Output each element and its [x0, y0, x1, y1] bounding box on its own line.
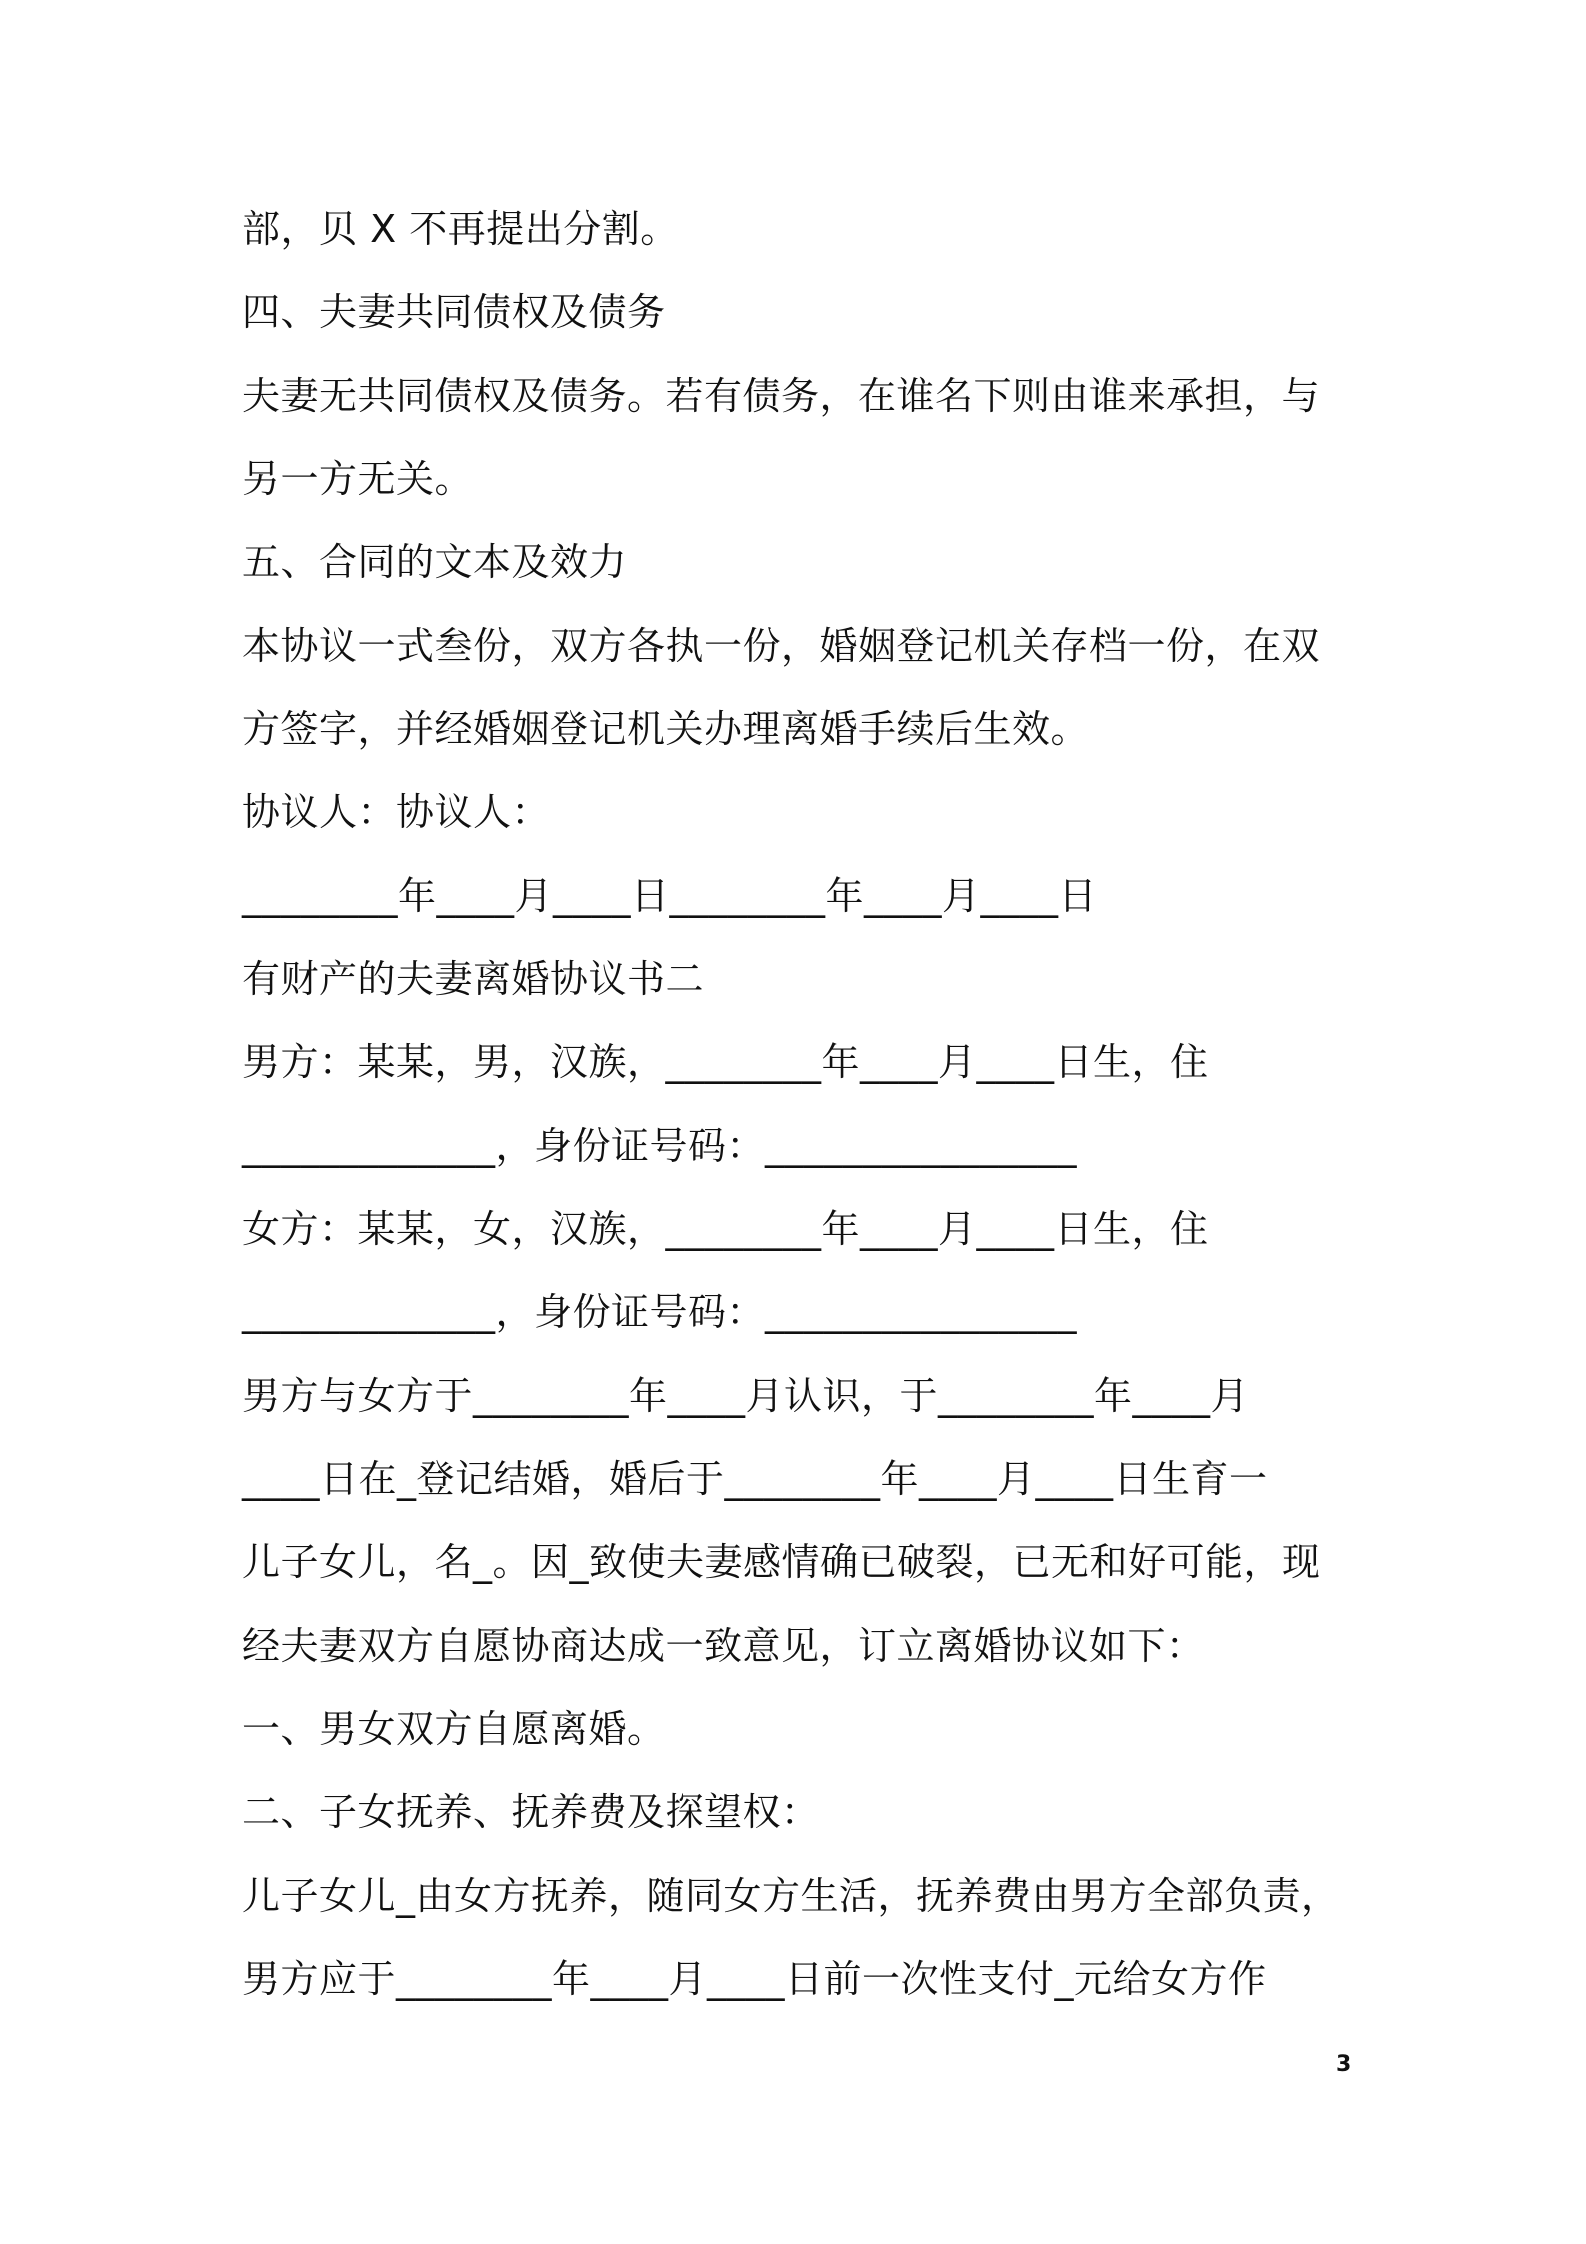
text-line: 方签字，并经婚姻登记机关办理离婚手续后生效。	[242, 707, 1090, 751]
text-line: _____________，身份证号码：________________	[242, 1124, 1078, 1168]
text-line: 另一方无关。	[242, 457, 474, 501]
text-line: 夫妻无共同债权及债务。若有债务，在谁名下则由谁来承担，与	[242, 374, 1321, 418]
signatories-line: 协议人：协议人：	[242, 790, 551, 834]
text-line: 本协议一式叁份，双方各执一份，婚姻登记机关存档一份，在双	[242, 624, 1321, 668]
text-line: _____________，身份证号码：________________	[242, 1290, 1078, 1334]
text-line: 男方与女方于________年____月认识，于________年____月	[242, 1374, 1250, 1418]
text-line: 经夫妻双方自愿协商达成一致意见，订立离婚协议如下：	[242, 1624, 1205, 1668]
text-line: 男方应于________年____月____日前一次性支付_元给女方作	[242, 1957, 1267, 2001]
page-number: 3	[1336, 2052, 1352, 2077]
text-line: 女方：某某，女，汉族，________年____月____日生，住	[242, 1207, 1209, 1251]
text-line: 儿子女儿，名_。因_致使夫妻感情确已破裂，已无和好可能，现	[242, 1540, 1321, 1584]
text-line: 男方：某某，男，汉族，________年____月____日生，住	[242, 1040, 1209, 1084]
text-line: 部，贝 X 不再提出分割。	[242, 207, 679, 251]
document-subtitle: 有财产的夫妻离婚协议书二	[242, 957, 705, 1001]
section-heading: 四、夫妻共同债权及债务	[242, 290, 666, 334]
text-line: 儿子女儿_由女方抚养，随同女方生活，抚养费由男方全部负责，	[242, 1874, 1340, 1918]
section-heading: 一、男女双方自愿离婚。	[242, 1707, 666, 1751]
text-line: ____日在_登记结婚，婚后于________年____月____日生育一	[242, 1457, 1268, 1501]
date-blanks-line: ________年____月____日________年____月____日	[242, 874, 1098, 918]
section-heading: 二、子女抚养、抚养费及探望权：	[242, 1790, 820, 1834]
section-heading: 五、合同的文本及效力	[242, 540, 628, 584]
